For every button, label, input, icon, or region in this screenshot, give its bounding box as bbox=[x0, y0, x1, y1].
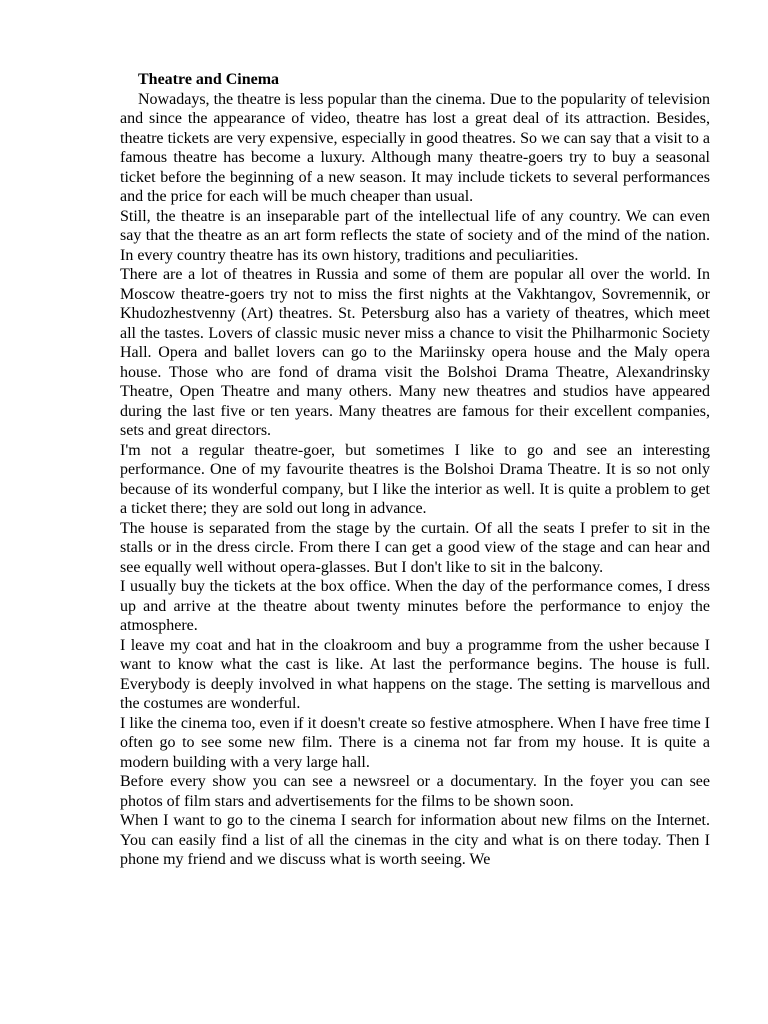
paragraph-internet-search: When I want to go to the cinema I search for information about new films on the Internet. You can easily find a list of all the cinemas in the city and what is on there today. Then I phone my friend and we discuss what is worth seeing. We bbox=[120, 812, 710, 868]
paragraph-cinema: I like the cinema too, even if it doesn't create so festive atmosphere. When I have free time I often go to see some new film. There is a cinema not far from my house. It is quite a modern building with a very large hall. bbox=[120, 714, 710, 771]
paragraph-house-and-stage: The house is separated from the stage by the curtain. Of all the seats I prefer to sit in the stalls or in the dress circle. From there I can get a good view of the stage and can hear and see equally well without opera-glasses. But I don't like to sit in the balcony. bbox=[120, 519, 710, 576]
paragraph-theatres-russia: There are a lot of theatres in Russia and some of them are popular all over the world. In Moscow theatre-goers try not to miss the first nights at the Vakhtangov, Sovremennik, or Khudozhestvenny (Art) theatres. St. Petersburg also has a variety of theatres, which meet all the tastes. Lovers of classic music never miss a chance to visit the Philharmonic Society Hall. Opera and ballet lovers can go to the Mariinsky opera house and the Maly opera house. Those who are fond of drama visit the Bolshoi Drama Theatre, Alexandrinsky Theatre, Open Theatre and many others. Many new theatres and studios have appeared during the last five or ten years. Many theatres are famous for their excellent companies, sets and great directors. bbox=[120, 266, 710, 439]
document-body bbox=[120, 70, 710, 870]
paragraph-newsreel: Before every show you can see a newsreel or a documentary. In the foyer you can see photos of film stars and advertisements for the films to be shown soon. bbox=[120, 773, 710, 810]
paragraph-box-office: I usually buy the tickets at the box office. When the day of the performance comes, I dress up and arrive at the theatre about twenty minutes before the performance to enjoy the atmosphere. bbox=[120, 578, 710, 634]
paragraph-intellectual-life: Still, the theatre is an inseparable part of the intellectual life of any country. We can even say that the theatre as an art form reflects the state of society and of the mind of the nation. In every country theatre has its own history, traditions and peculiarities. bbox=[120, 207, 710, 264]
paragraph-regular-theatre-goer: I'm not a regular theatre-goer, but sometimes I like to go and see an interesting performance. One of my favourite theatres is the Bolshoi Drama Theatre. It is so not only because of its wonderful company, but I like the interior as well. It is quite a problem to get a ticket there; they are sold out long in advance. bbox=[120, 441, 710, 517]
paragraph-intro: Nowadays, the theatre is less popular than the cinema. Due to the popularity of television and since the appearance of video, theatre has lost a great deal of its attraction. Besides, theatre tickets are very expensive, especially in good theatres. So we can say that a visit to a famous theatre has become a luxury. Although many theatre-goers try to buy a seasonal ticket before the beginning of a new season. It may include tickets to several performances and the price for each will be much cheaper than usual. bbox=[120, 90, 710, 205]
paragraph-cloakroom: I leave my coat and hat in the cloakroom and buy a programme from the usher because I want to know what the cast is like. At last the performance begins. The house is full. Everybody is deeply involved in what happens on the stage. The setting is marvellous and the costumes are wonderful. bbox=[120, 636, 710, 712]
document-title: Theatre and Cinema bbox=[138, 71, 280, 88]
